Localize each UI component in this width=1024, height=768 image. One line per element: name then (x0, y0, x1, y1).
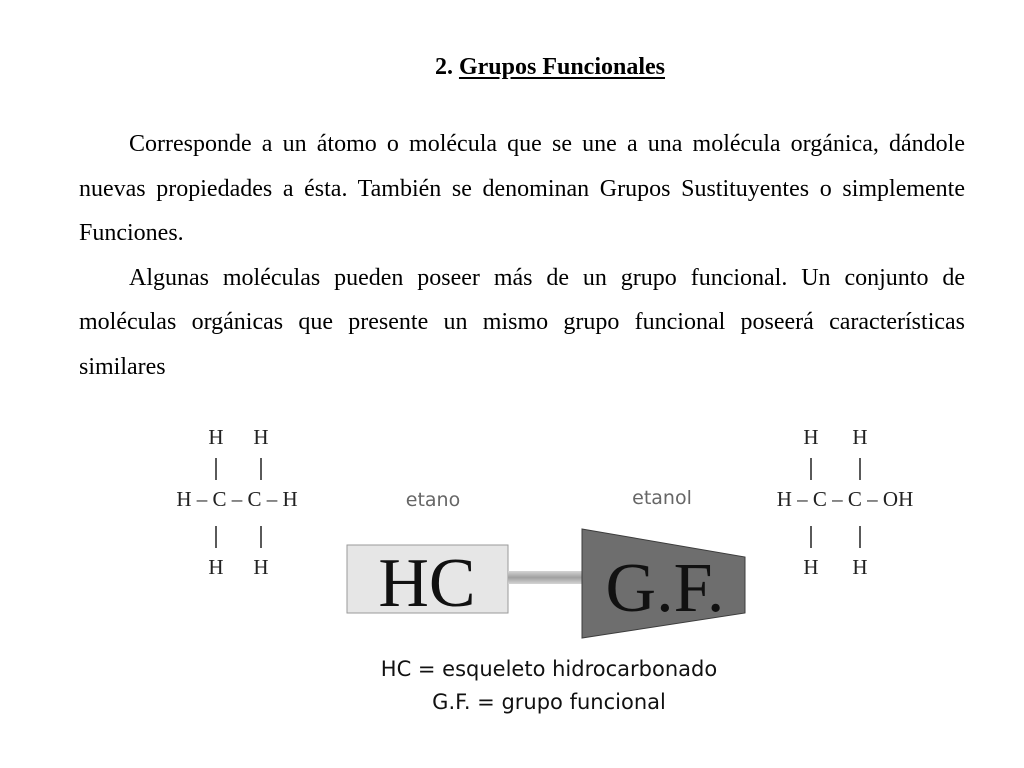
section-title: Grupos Funcionales (458, 54, 666, 80)
functional-group-figure (0, 400, 1024, 740)
section-heading (0, 54, 1024, 81)
figure-diagram (0, 400, 1024, 740)
body-text (79, 122, 965, 389)
ethane-bottom-h2: H (253, 555, 269, 579)
paragraph-1: Corresponde a un átomo o molécula que se une a una molécula orgánica, dándole nuevas propiedades a ésta. También se denominan Grupos Sustituyentes o simplemente Funciones. (79, 131, 965, 246)
paragraph-2: Algunas moléculas pueden poseer más de un grupo funcional. Un conjunto de moléculas orgánicas que presente un mismo grupo funcional poseerá características similares (79, 264, 965, 380)
ethanol-label: etanol (632, 487, 692, 509)
ethanol-bottom-h2: H (852, 555, 868, 579)
section-number: 2. (434, 54, 453, 80)
ethane-label: etano (405, 489, 461, 511)
ethane-top-h1: H (208, 425, 224, 449)
ethane-middle-row: H – C – C – H (176, 487, 298, 511)
gf-block-label: G.F. (605, 550, 725, 627)
hc-block-label: HC (378, 545, 476, 622)
hc-gf-connector (508, 571, 584, 584)
ethanol-top-h2: H (852, 425, 868, 449)
ethane-bottom-h1: H (208, 555, 224, 579)
ethanol-middle-row: H – C – C – OH (776, 487, 914, 511)
ethane-top-h2: H (253, 425, 269, 449)
legend-hc: HC = esqueleto hidrocarbonado (380, 657, 718, 681)
ethanol-bottom-h1: H (803, 555, 819, 579)
ethane-structure (176, 425, 297, 579)
ethanol-top-h1: H (803, 425, 819, 449)
legend-gf: G.F. = grupo funcional (432, 690, 666, 714)
ethanol-structure (777, 425, 914, 579)
